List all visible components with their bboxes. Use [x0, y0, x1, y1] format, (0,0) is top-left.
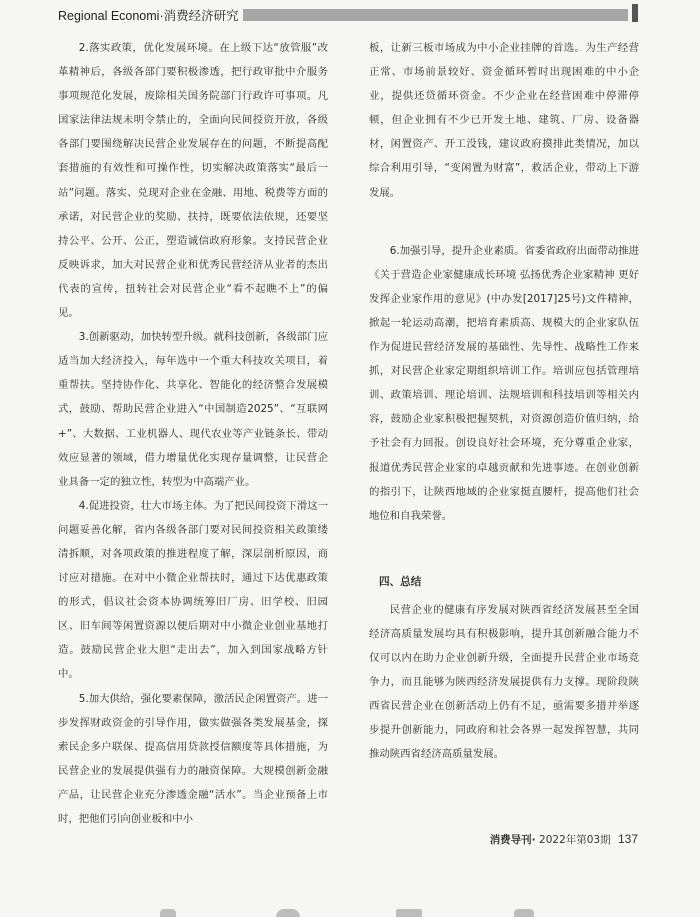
- page-footer: [490, 832, 638, 847]
- menu-icon[interactable]: [514, 909, 534, 917]
- header-end-mark: [632, 4, 638, 22]
- footer-journal: 消费导刊·: [489, 834, 536, 846]
- home-icon[interactable]: [276, 909, 300, 917]
- header-title: Regional Economi·消费经济研究: [58, 9, 239, 23]
- left-column: [58, 36, 328, 831]
- bottom-navigation-bar: [0, 905, 700, 917]
- paragraph-investment: 4.促进投资，壮大市场主体。为了把民间投资下滑这一问题妥善化解，省内各级各部门要对民间投资相关政策缕清拆顺，对各项政策的推进程度了解，深层剖析原因，商讨应对措施。在对中小微企业帮扶时，通过下达优惠政策的形式，倡议社会资本协调统筹旧厂房、旧学校、旧园区、旧车间等闲置资源以便后期对中小微企业创业基地打造。鼓励民营企业大胆“走出去”，加入到国家战略方针中。: [58, 499, 328, 681]
- paragraph-supply-continued: 板，让新三板市场成为中小企业挂牌的首选。为生产经营正常、市场前景较好、资金循环暂时出现困难的中小企业，提供还贷循环资金。不少企业在经营困难中停滞停顿，但企业拥有不少已开发土地、建筑、厂房、设备器材，闲置资产、开工没钱，建议政府摸排此类情况，加以综合利用引导，“变闲置为财富”，救活企业，带动上下游发展。: [369, 42, 639, 199]
- footer-issue: 2022年第03期: [539, 834, 611, 846]
- recent-apps-icon[interactable]: [396, 909, 422, 917]
- running-header: [58, 6, 628, 24]
- paragraph-conclusion: 民营企业的健康有序发展对陕西省经济发展甚至全国经济高质量发展均具有积极影响，提升其创新融合能力不仅可以内在助力企业创新升级，全面提升民营企业市场竞争力，而且能够为陕西经济发展提供有力支撑。现阶段陕西省民营企业在创新活动上仍有不足，亟需要多措并举逐步提升创新能力，同政府和社会各界一起发挥智慧，共同推动陕西省经济高质量发展。: [369, 603, 639, 761]
- page-number: 137: [617, 832, 638, 846]
- paragraph-innovation: 3.创新驱动，加快转型升级。就科技创新，各级部门应适当加大经济投入，每年选中一个重大科技攻关项目，着重帮扶。坚持协作化、共享化、智能化的经济整合发展模式，鼓励、帮助民营企业进入“中国制造2025”、“互联网+”、大数据、工业机器人、现代农业等产业链条长、带动效应显著的领域，借力增量优化实现存量调整，让民营企业具备一定的独立性，转型为中高端产业。: [58, 331, 328, 488]
- paragraph-guidance: 6.加强引导，提升企业素质。省委省政府出面带动推进《关于营造企业家健康成长环境 弘扬优秀企业家精神 更好发挥企业家作用的意见》(中办发[2017]25号)文件精神，掀起一轮运动高潮，把培育素质高、规模大的企业家队伍作为促进民营经济发展的基础性、先导性、战略性工作来抓，对民营企业家定期组织培训工作。培训应包括管理培训、政策培训、理论培训、法规培训和科技培训等相关内容，鼓励企业家积极把握契机，对资源创造价值归纳，给予社会有力回报。创设良好社会环境，充分尊重企业家，报道优秀民营企业家的卓越贡献和先进事迹。在创业创新的指引下，让陕西地域的企业家挺直腰杆，提高他们社会地位和自我荣誉。: [369, 244, 639, 522]
- section-heading-summary: 四、总结: [379, 575, 422, 588]
- header-rule-bar: [243, 9, 628, 21]
- back-icon[interactable]: [160, 909, 176, 917]
- paragraph-policy: 2.落实政策，优化发展环境。在上级下达“放管服”改革精神后，各级各部门要积极渗透，把行政审批中介服务事项规范化发展，废除相关国务院部门行政许可事项。凡国家法律法规未明令禁止的，全面向民间投资开放，各级各部门要围绕解决民营企业发展存在的问题，不断提高配套措施的有效性和可操作性，切实解决政策落实“最后一站”问题。落实、兑现对企业在金融、用地、税费等方面的承诺，对民营企业的奖励、扶持，既要依法依规，还要坚持公平、公开、公正，塑造诚信政府形象。支持民营企业反映诉求，加大对民营企业和优秀民营经济从业者的杰出代表的宣传，扭转社会对民营企业“看不起瞧不上”的偏见。: [58, 42, 328, 320]
- right-column: [369, 36, 639, 767]
- paragraph-supply: 5.加大供给，强化要素保障，激活民企闲置资产。进一步发挥财政资金的引导作用，做实做强各类发展基金，探索民企多户联保、提高信用贷款授信额度等具体措施，为民营企业的发展提供强有力的融资保障。大规模创新金融产品，让民营企业充分渗透金融“活水”。当企业预备上市时，把他们引向创业板和中小: [58, 692, 328, 825]
